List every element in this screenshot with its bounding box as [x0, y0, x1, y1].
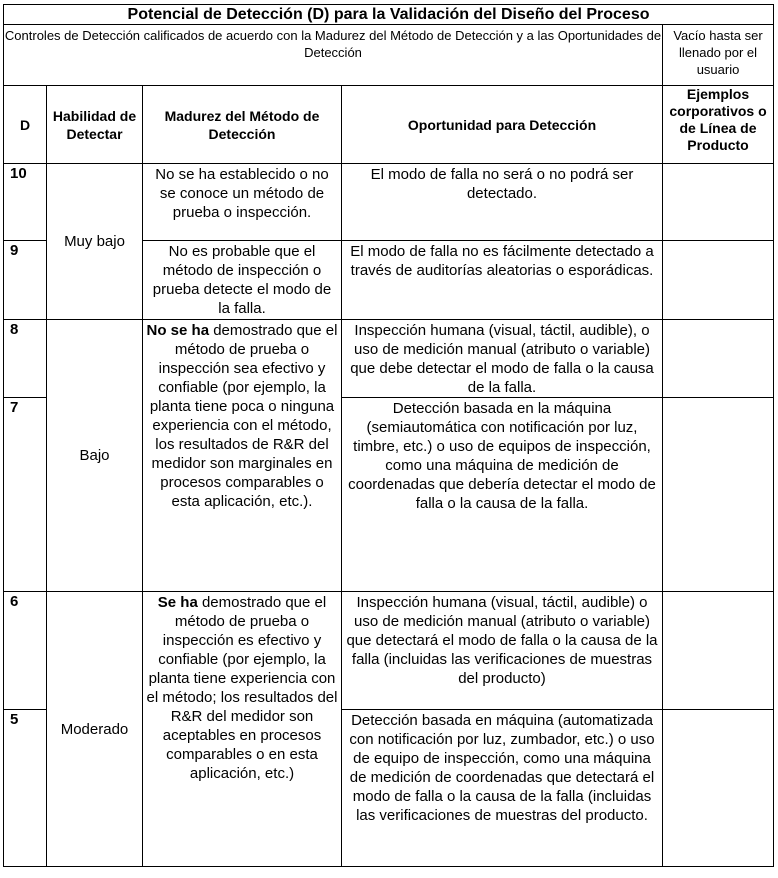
table-title: Potencial de Detección (D) para la Validación del Diseño del Proceso	[4, 5, 774, 25]
header-habilidad: Habilidad de Detectar	[47, 86, 143, 164]
oportunidad-cell: Detección basada en máquina (automatizada con notificación por luz, zumbador, etc.) o uso de equipo de inspección, como una máquina de medición de coordenadas que detectará el modo de falla o la causa de la falla (incluidas las verificaciones de muestras del producto.	[342, 710, 663, 867]
madurez-bold: Se ha	[157, 594, 198, 611]
header-madurez: Madurez del Método de Detección	[143, 86, 342, 164]
madurez-rest: demostrado que el método de prueba o inspección es efectivo y confiable (por ejemplo, la planta tiene experiencia con el método; los resultados del R&R del medidor son aceptables en procesos comparables o en esta aplicación, etc.)	[146, 594, 338, 782]
oportunidad-cell: Inspección humana (visual, táctil, audible) o uso de medición manual (atributo o variable) que detectará el modo de falla o la causa de la falla (incluidas las verificaciones de muestras del producto)	[342, 592, 663, 710]
header-row	[4, 86, 774, 164]
d-value: 9	[4, 241, 47, 320]
madurez-cell	[143, 592, 342, 867]
table-subtitle: Controles de Detección calificados de acuerdo con la Madurez del Método de Detección y a las Oportunidades de Detección	[4, 25, 663, 86]
vacio-note: Vacío hasta ser llenado por el usuario	[663, 25, 774, 86]
d-value: 6	[4, 592, 47, 710]
ejemplos-cell	[663, 592, 774, 710]
ejemplos-cell	[663, 398, 774, 592]
d-value: 10	[4, 164, 47, 241]
habilidad-cell: Moderado	[47, 592, 143, 867]
oportunidad-cell: El modo de falla no será o no podrá ser detectado.	[342, 164, 663, 241]
header-ejemplos: Ejemplos corporativos o de Línea de Producto	[663, 86, 774, 164]
madurez-cell: No se ha establecido o no se conoce un método de prueba o inspección.	[143, 164, 342, 241]
ejemplos-cell	[663, 241, 774, 320]
table-row	[4, 592, 774, 710]
habilidad-cell: Bajo	[47, 320, 143, 592]
header-d: D	[4, 86, 47, 164]
d-value: 7	[4, 398, 47, 592]
oportunidad-cell: El modo de falla no es fácilmente detectado a través de auditorías aleatorias o esporádicas.	[342, 241, 663, 320]
d-value: 8	[4, 320, 47, 398]
title-row	[4, 5, 774, 25]
subtitle-row	[4, 25, 774, 86]
d-value: 5	[4, 710, 47, 867]
habilidad-cell: Muy bajo	[47, 164, 143, 320]
oportunidad-cell: Detección basada en la máquina (semiautomática con notificación por luz, timbre, etc.) o uso de equipos de inspección, como una máquina de medición de coordenadas que debería detectar el modo de falla o la causa de la falla.	[342, 398, 663, 592]
table-row	[4, 164, 774, 241]
madurez-cell: No es probable que el método de inspección o prueba detecte el modo de la falla.	[143, 241, 342, 320]
table-row	[4, 320, 774, 398]
header-oportunidad: Oportunidad para Detección	[342, 86, 663, 164]
madurez-bold: No se ha	[146, 322, 210, 339]
ejemplos-cell	[663, 320, 774, 398]
oportunidad-cell: Inspección humana (visual, táctil, audible), o uso de medición manual (atributo o variable) que debe detectar el modo de falla o la causa de la falla.	[342, 320, 663, 398]
madurez-rest: demostrado que el método de prueba o inspección sea efectivo y confiable (por ejemplo, la planta tiene poca o ninguna experiencia con el método, los resultados de R&R del medidor son marginales en procesos comparables o esta aplicación, etc.).	[149, 322, 338, 510]
madurez-cell	[143, 320, 342, 592]
detection-table	[3, 4, 774, 867]
ejemplos-cell	[663, 164, 774, 241]
ejemplos-cell	[663, 710, 774, 867]
